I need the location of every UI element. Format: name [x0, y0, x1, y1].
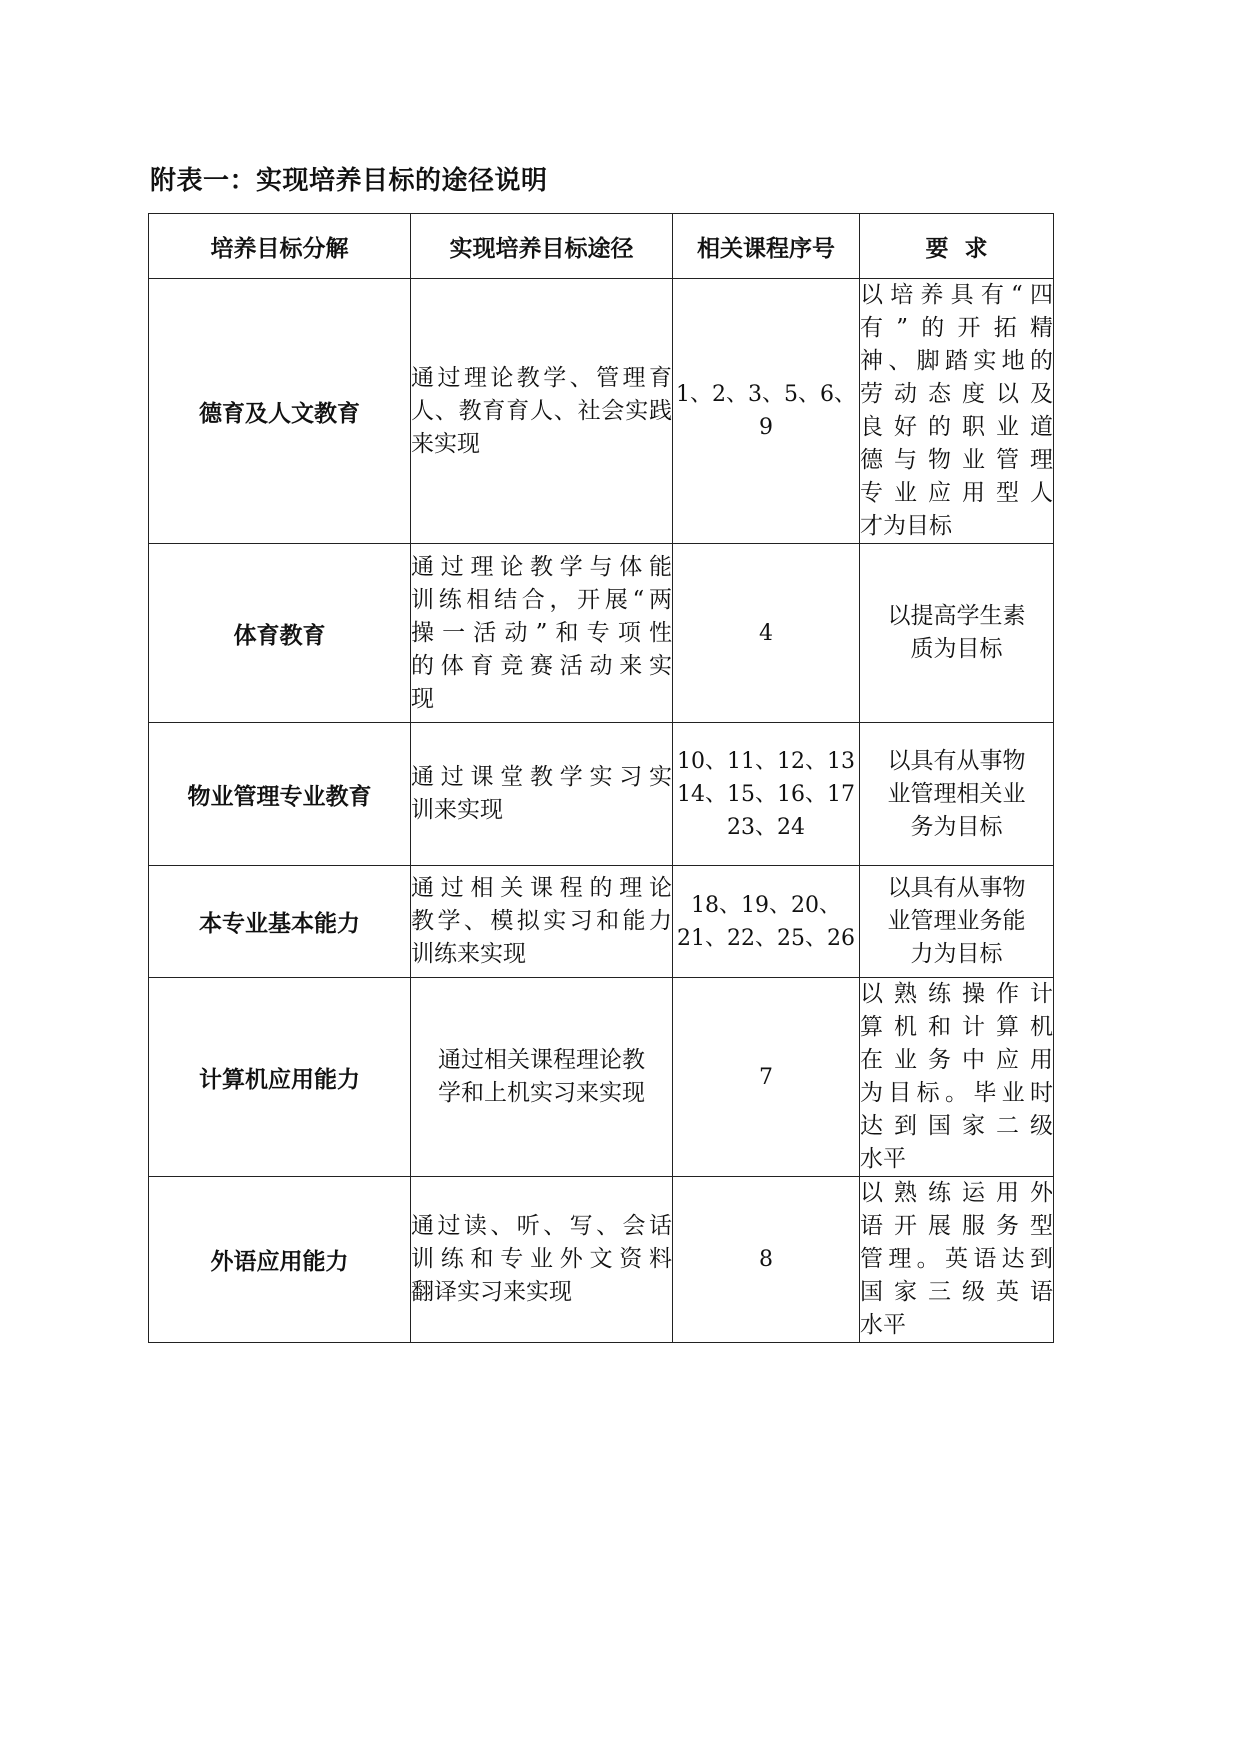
- requirement-line: 为目标。毕业时: [860, 1080, 1053, 1106]
- requirement-text: 以具有从事物 业管理业务能 力为目标: [887, 875, 1026, 967]
- page-title: 附表一：实现培养目标的途径说明: [150, 166, 548, 196]
- path-line: 现: [411, 685, 434, 712]
- table-row: [149, 723, 1054, 866]
- path-line: 训练和专业外文资料: [411, 1246, 672, 1272]
- courses-text: 1、2、3、5、6、 9: [676, 382, 856, 440]
- requirement-line: 以熟练运用外: [860, 1180, 1053, 1206]
- table-row: [149, 1177, 1054, 1343]
- path-line: 训练相结合，开展“两: [411, 586, 672, 613]
- requirement-line: 国家三级英语: [860, 1279, 1053, 1305]
- requirement-text: [860, 279, 1053, 543]
- courses-cell: [673, 544, 860, 723]
- requirement-line: 管理。英语达到: [860, 1246, 1053, 1272]
- courses-cell: [673, 723, 860, 866]
- header-courses: 相关课程序号: [673, 214, 860, 279]
- requirement-line: 达到国家二级: [860, 1113, 1053, 1139]
- requirement-cell: [860, 1177, 1054, 1343]
- courses-cell: [673, 978, 860, 1177]
- path-cell: [411, 544, 673, 723]
- header-requirement: 要 求: [860, 214, 1054, 279]
- goal-cell: 本专业基本能力: [149, 866, 411, 978]
- requirement-line: 以熟练操作计: [860, 981, 1053, 1007]
- requirement-line: 有”的开拓精: [860, 315, 1053, 341]
- courses-text: 10、11、12、13 14、15、16、17 23、24: [677, 748, 855, 840]
- requirement-line: 劳动态度以及: [860, 381, 1053, 407]
- path-line: 翻译实习来实现: [411, 1279, 572, 1305]
- goal-cell: 计算机应用能力: [149, 978, 411, 1177]
- requirement-text: [860, 978, 1053, 1176]
- requirement-line: 神、脚踏实地的: [860, 348, 1053, 374]
- path-cell: [411, 978, 673, 1177]
- path-line: 通过读、听、写、会话: [411, 1213, 672, 1239]
- requirement-line: 算机和计算机: [860, 1014, 1053, 1040]
- path-cell: [411, 723, 673, 866]
- requirement-line: 水平: [860, 1146, 906, 1172]
- path-line: 训练来实现: [411, 941, 526, 967]
- requirement-line: 在业务中应用: [860, 1047, 1053, 1073]
- header-goal: 培养目标分解: [149, 214, 411, 279]
- path-cell: [411, 1177, 673, 1343]
- goal-cell: 德育及人文教育: [149, 279, 411, 544]
- courses-text: 4: [759, 620, 773, 646]
- table-row: [149, 279, 1054, 544]
- courses-cell: [673, 1177, 860, 1343]
- path-line: 操一活动”和专项性: [411, 619, 672, 646]
- requirement-line: 德与物业管理: [860, 447, 1053, 473]
- requirement-cell: [860, 279, 1054, 544]
- requirement-line: 良好的职业道: [860, 414, 1053, 440]
- table-row: [149, 866, 1054, 978]
- requirement-cell: [860, 544, 1054, 723]
- requirement-cell: [860, 723, 1054, 866]
- courses-text: 7: [759, 1064, 773, 1090]
- path-cell: 通过理论教学、管理育人、教育育人、社会实践来实现: [411, 279, 673, 544]
- courses-text: 18、19、20、 21、22、25、26: [677, 892, 855, 951]
- requirement-text: [860, 1177, 1053, 1342]
- path-text: [411, 761, 672, 827]
- requirement-cell: [860, 866, 1054, 978]
- requirement-line: 水平: [860, 1312, 906, 1338]
- goals-table: [148, 213, 1054, 1343]
- requirement-line: 才为目标: [860, 513, 952, 539]
- courses-cell: [673, 279, 860, 544]
- table-row: [149, 544, 1054, 723]
- path-line: 通过理论教学与体能: [411, 553, 672, 580]
- path-line: 教学、模拟实习和能力: [411, 908, 672, 934]
- path-line: 训来实现: [411, 797, 503, 823]
- path-line: 的体育竞赛活动来实: [411, 652, 672, 679]
- path-line: 通过相关课程的理论: [411, 875, 672, 901]
- courses-cell: [673, 866, 860, 978]
- requirement-line: 专业应用型人: [860, 480, 1053, 506]
- path-text: 通过相关课程理论教 学和上机实习来实现: [438, 1047, 645, 1106]
- path-text: [411, 1210, 672, 1309]
- table-row: [149, 978, 1054, 1177]
- requirement-line: 语开展服务型: [860, 1213, 1053, 1239]
- requirement-line: 以培养具有“四: [860, 282, 1053, 308]
- goal-cell: 物业管理专业教育: [149, 723, 411, 866]
- courses-text: 8: [759, 1247, 773, 1272]
- goal-cell: 体育教育: [149, 544, 411, 723]
- path-text: [411, 872, 672, 971]
- path-line: 通过课堂教学实习实: [411, 764, 672, 790]
- path-text: [411, 551, 672, 716]
- requirement-text: 以提高学生素 质为目标: [887, 603, 1026, 662]
- path-cell: [411, 866, 673, 978]
- table-header-row: [149, 214, 1054, 279]
- requirement-text: 以具有从事物 业管理相关业 务为目标: [887, 747, 1026, 840]
- goal-cell: 外语应用能力: [149, 1177, 411, 1343]
- requirement-cell: [860, 978, 1054, 1177]
- header-path: 实现培养目标途径: [411, 214, 673, 279]
